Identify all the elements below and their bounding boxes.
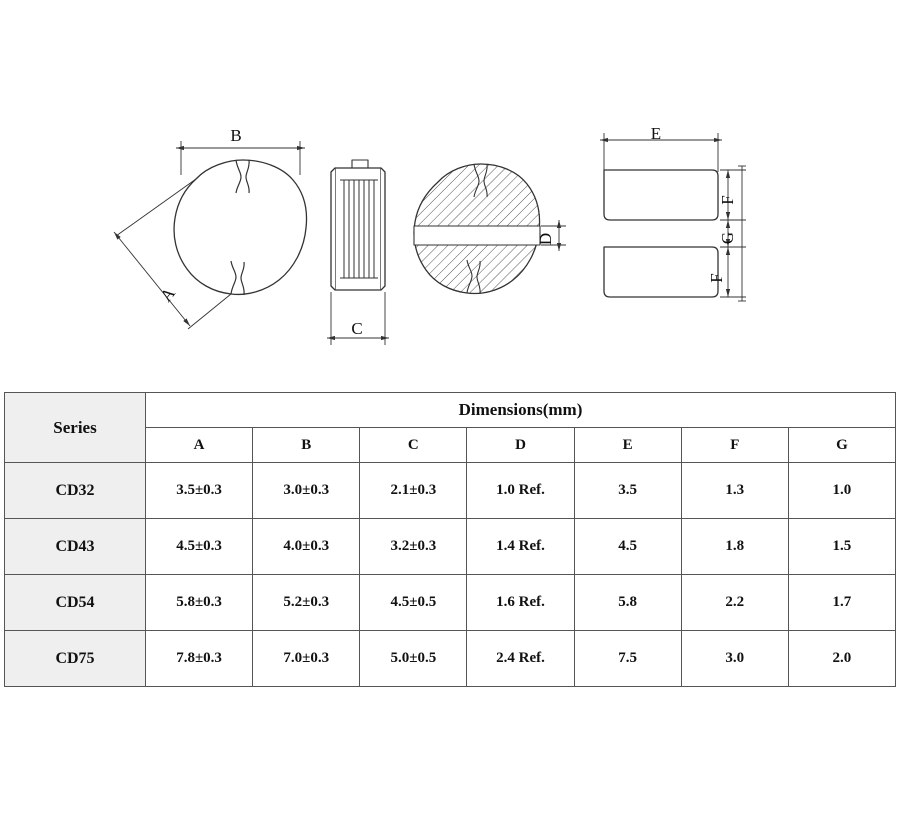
dim-label-C: C xyxy=(351,319,363,338)
dim-label-G: G xyxy=(718,231,737,245)
value-cell-a: 3.5±0.3 xyxy=(146,463,253,519)
table-row xyxy=(5,575,896,631)
column-header-c: C xyxy=(360,428,467,463)
value-cell-a: 5.8±0.3 xyxy=(146,575,253,631)
series-cell: CD43 xyxy=(5,519,146,575)
series-cell: CD75 xyxy=(5,631,146,687)
series-cell: CD32 xyxy=(5,463,146,519)
column-header-e: E xyxy=(574,428,681,463)
table-row xyxy=(5,631,896,687)
value-cell-f: 1.8 xyxy=(681,519,788,575)
value-cell-e: 7.5 xyxy=(574,631,681,687)
column-header-d: D xyxy=(467,428,574,463)
dim-label-B: B xyxy=(230,126,242,145)
value-cell-g: 1.5 xyxy=(788,519,895,575)
dimensions-table-wrapper xyxy=(4,392,896,687)
table-header-row-1 xyxy=(5,393,896,428)
value-cell-c: 5.0±0.5 xyxy=(360,631,467,687)
value-cell-c: 3.2±0.3 xyxy=(360,519,467,575)
value-cell-g: 1.0 xyxy=(788,463,895,519)
column-header-f: F xyxy=(681,428,788,463)
value-cell-e: 4.5 xyxy=(574,519,681,575)
value-cell-b: 4.0±0.3 xyxy=(253,519,360,575)
value-cell-g: 1.7 xyxy=(788,575,895,631)
value-cell-d: 1.6 Ref. xyxy=(467,575,574,631)
value-cell-d: 1.0 Ref. xyxy=(467,463,574,519)
value-cell-d: 2.4 Ref. xyxy=(467,631,574,687)
series-header: Series xyxy=(5,393,146,463)
value-cell-g: 2.0 xyxy=(788,631,895,687)
component-drawing xyxy=(0,0,900,380)
series-cell: CD54 xyxy=(5,575,146,631)
value-cell-c: 2.1±0.3 xyxy=(360,463,467,519)
dimensions-header: Dimensions(mm) xyxy=(146,393,896,428)
dim-label-D: D xyxy=(536,232,555,246)
column-header-b: B xyxy=(253,428,360,463)
dim-label-E: E xyxy=(650,124,662,143)
value-cell-c: 4.5±0.5 xyxy=(360,575,467,631)
column-header-g: G xyxy=(788,428,895,463)
value-cell-b: 3.0±0.3 xyxy=(253,463,360,519)
value-cell-d: 1.4 Ref. xyxy=(467,519,574,575)
value-cell-f: 1.3 xyxy=(681,463,788,519)
value-cell-b: 5.2±0.3 xyxy=(253,575,360,631)
value-cell-b: 7.0±0.3 xyxy=(253,631,360,687)
column-header-a: A xyxy=(146,428,253,463)
value-cell-a: 7.8±0.3 xyxy=(146,631,253,687)
value-cell-f: 3.0 xyxy=(681,631,788,687)
value-cell-f: 2.2 xyxy=(681,575,788,631)
table-row xyxy=(5,463,896,519)
table-row xyxy=(5,519,896,575)
value-cell-e: 3.5 xyxy=(574,463,681,519)
value-cell-e: 5.8 xyxy=(574,575,681,631)
value-cell-a: 4.5±0.3 xyxy=(146,519,253,575)
dim-label-F-bottom: F xyxy=(707,273,726,283)
dim-label-A: A xyxy=(156,283,179,306)
dimensions-table xyxy=(4,392,896,687)
dim-label-F-top: F xyxy=(718,195,737,205)
